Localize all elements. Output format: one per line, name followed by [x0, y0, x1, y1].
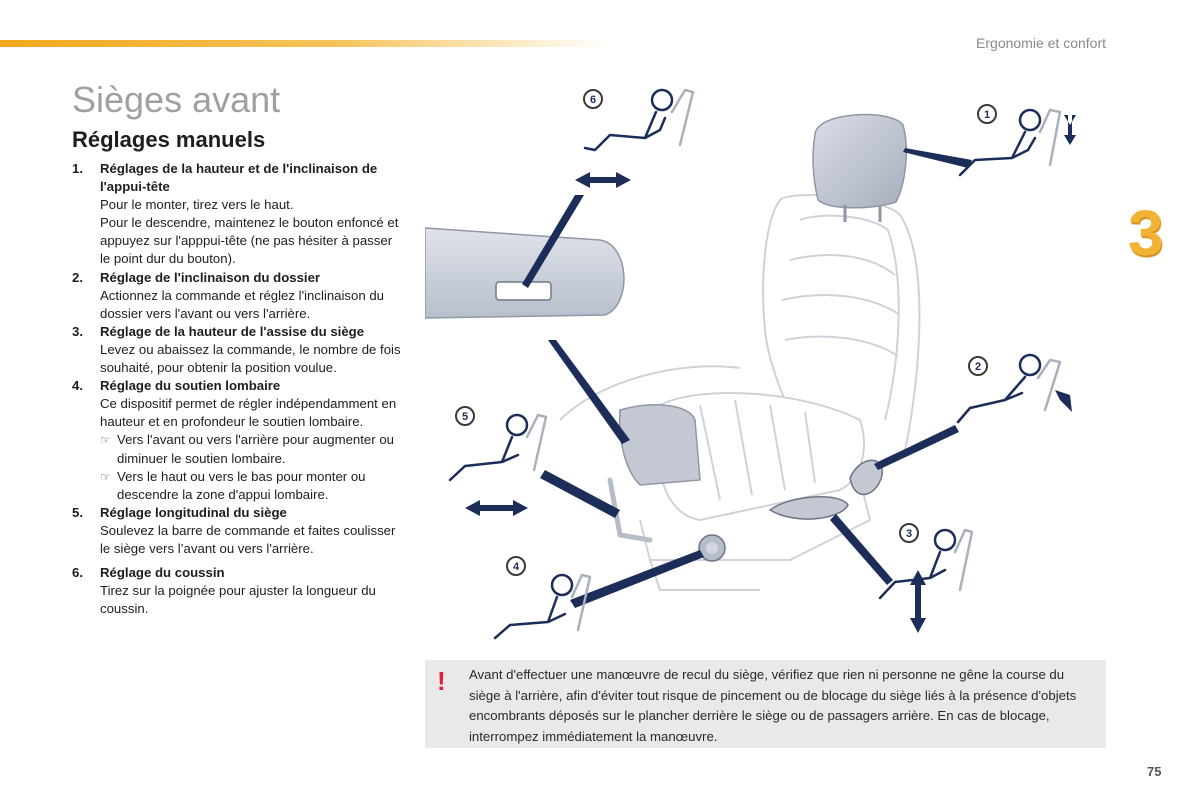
instruction-item-5 [72, 504, 402, 558]
instruction-text: Soulevez la barre de commande et faites coulisser le siège vers l’avant ou vers l'arrière. [100, 522, 396, 556]
instruction-heading: Réglage du soutien lombaire [100, 378, 281, 394]
bullet-item [100, 468, 402, 504]
instruction-item-2 [72, 269, 402, 323]
warning-text: Avant d'effectuer une manœuvre de recul du siège, vérifiez que rien ni personne ne gêne la course du siège à l'arrière, afin d'éviter tout risque de pincement ou de blocage du siège liés à la présence d'objets encombrants déposés sur le plancher derrière le siège ou de passagers arrière. En cas de blocage, interrompez immédiatement la manœuvre. [469, 667, 1077, 744]
instruction-heading: Réglage longitudinal du siège [100, 504, 287, 520]
section-subtitle: Réglages manuels [72, 127, 266, 152]
instruction-text: Actionnez la commande et réglez l'inclinaison du dossier vers l'avant ou vers l'arrière. [100, 287, 385, 321]
callout-label: 5 [461, 411, 469, 423]
instruction-number: 5. [72, 504, 83, 520]
instruction-heading: Réglage de l'inclinaison du dossier [100, 269, 321, 285]
callout-3 [900, 524, 918, 542]
bullet-text: Vers le haut ou vers le bas pour monter ou descendre la zone d'appui lombaire. [117, 468, 366, 502]
instruction-text: Pour le monter, tirez vers le haut. Pour le descendre, maintenez le bouton enfoncé et appuyez sur l'apppui-tête (ne pas hésiter à passer le point dur du bouton). [100, 197, 399, 267]
page-number: 75 [1147, 764, 1162, 779]
warning-exclamation-icon: ! [437, 666, 446, 696]
instruction-number: 4. [72, 378, 83, 394]
headrest [813, 115, 906, 208]
warning-box [425, 660, 1106, 748]
instruction-item-6 [72, 564, 402, 618]
cushion-extension [425, 228, 624, 318]
bullet-item [100, 431, 402, 467]
instruction-number: 1. [72, 161, 83, 176]
instruction-heading: Réglages de la hauteur et de l'inclinaison de l'appui-tête [100, 161, 378, 195]
callout-6 [584, 90, 602, 108]
callout-label: 4 [512, 561, 520, 573]
instruction-item-1 [72, 160, 402, 269]
section-header: Ergonomie et confort [976, 35, 1106, 51]
lumbar-zone [620, 405, 700, 485]
instruction-text: Levez ou abaissez la commande, le nombre de fois souhaité, pour obtenir la position voulue. [100, 341, 401, 376]
callout-label: 1 [983, 109, 991, 121]
header-accent-bar [0, 40, 610, 47]
instruction-item-4 [72, 377, 402, 504]
callout-5 [456, 407, 474, 425]
callout-label: 3 [905, 528, 913, 540]
callout-1 [978, 105, 996, 123]
pointing-hand-icon: ☞ [100, 469, 111, 484]
chapter-number: 3 [1128, 197, 1164, 269]
instruction-text: Tirez sur la poignée pour ajuster la longueur du coussin. [100, 583, 376, 617]
callout-2 [969, 357, 987, 375]
instruction-heading: Réglage du coussin [100, 565, 225, 581]
bullet-text: Vers l'avant ou vers l'arrière pour augmenter ou diminuer le soutien lombaire. [117, 432, 394, 466]
page-title: Sièges avant [72, 79, 281, 120]
instruction-list [72, 160, 402, 618]
callout-label: 6 [589, 94, 597, 106]
pointing-hand-icon: ☞ [100, 433, 111, 448]
callout-label: 2 [974, 361, 982, 373]
callout-4 [507, 557, 525, 575]
seat-adjustment-figure [425, 78, 1105, 658]
instruction-number: 2. [72, 269, 83, 285]
instruction-number: 3. [72, 323, 83, 339]
instruction-item-3 [72, 323, 402, 377]
instruction-text: Ce dispositif permet de régler indépendamment en hauteur et en profondeur le soutien lombaire. [100, 396, 397, 430]
instruction-heading: Réglage de la hauteur de l'assise du siège [100, 323, 365, 339]
instruction-number: 6. [72, 565, 83, 581]
